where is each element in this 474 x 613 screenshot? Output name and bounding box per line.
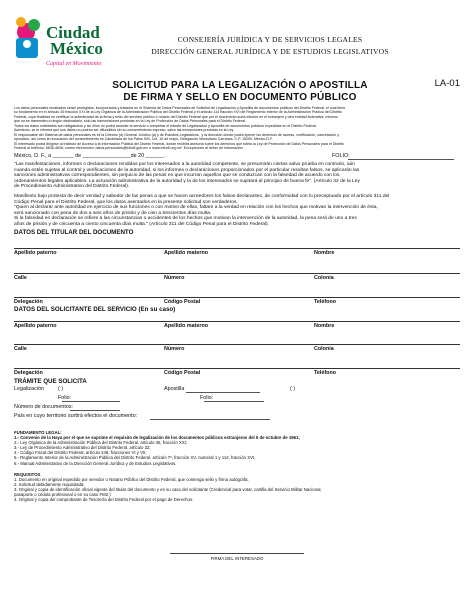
form-title-line-2: DE FIRMA Y SELLO EN DOCUMENTO PÚBLICO (123, 92, 357, 103)
titular-heading: DATOS DEL TITULAR DEL DOCUMENTO (14, 229, 134, 236)
apellido-paterno-label: Apellido paterno (14, 250, 57, 256)
signature-line[interactable] (170, 553, 304, 554)
logo-mark (16, 17, 40, 58)
folio-label: FOLIO: (332, 153, 350, 159)
numero-label: Número (164, 346, 185, 352)
delegacion-label: Delegación (14, 370, 43, 376)
num-docs-line[interactable] (70, 410, 120, 411)
fundamento-heading: FUNDAMENTO LEGAL: (14, 430, 62, 435)
warning-line: de Procedimiento Administrativo del Distrito Federal). (14, 184, 130, 190)
logo-word-1: Ciudad (46, 23, 100, 42)
pais-line[interactable] (150, 419, 270, 420)
header-line-2: DIRECCIÓN GENERAL JURÍDICA Y DE ESTUDIOS LEGISLATIVOS (151, 47, 389, 56)
legalizacion-folio-label: Folio: (58, 395, 72, 401)
legalizacion-checkbox[interactable]: ( ) (58, 386, 64, 392)
apostilla-line[interactable] (186, 392, 260, 393)
legalizacion-folio-line[interactable] (62, 401, 120, 402)
privacy-line: oposición, así como la revocación del consentimiento es Candelaria de los Patos S/N, Col. 10 de mayo, Delegación Venustiano Carranza, C.P. 15290, México D.F. (14, 137, 273, 142)
codigo-postal-label: Código Postal (164, 299, 201, 305)
requisito-item: pasaporte o cédula profesional o en su caso FM2.) (14, 492, 111, 498)
apellido-materno-label: Apellido materno (164, 323, 209, 329)
requisito-item: 1. Documento en original expedido por servidor o Notario Público del Distrito Federal, que contenga sello y firma autógrafa; (14, 477, 249, 483)
privacy-line: Federal al teléfono: 5636-4636; correo electrónico: datos.personales@infodf.gob.mx o www.infodf.org.mx" Excepciones al deber de información. (14, 146, 244, 151)
colonia-label: Colonia (314, 275, 334, 281)
privacy-line: El responsable del Sistema de datos personales es el/ la Director (a) General Jurídico (a) y de Estudios Legislativos., y la dirección donde podrá ejercer los derechos de acceso, rectificación, cancelación y (14, 132, 340, 137)
codigo-postal-label: Código Postal (164, 370, 201, 376)
titular-delegacion-line[interactable] (14, 297, 460, 298)
titular-name-line[interactable] (14, 248, 460, 249)
titular-name-labels (14, 250, 460, 258)
nombre-label: Nombre (314, 323, 335, 329)
place-date-text: México, D. F., a _______ de ________________de 20 ______. (14, 153, 166, 159)
calle-label: Calle (14, 275, 27, 281)
apostilla-folio-label: Folio: (200, 395, 214, 401)
warning-line: será sancionado con pena de dos a seis años de prisión y de cien a trescientos días multa. (14, 210, 212, 216)
solicitante-name-labels (14, 323, 460, 331)
privacy-line: El interesado podrá dirigirse al Instituto de Acceso a la Información Pública del Distrito Federal, donde recibirá asesoría sobre los derechos que tutela la Ley de Protección de Datos Personales para el Distrito (14, 141, 345, 146)
warning-line: "Quien al declarar ante autoridad en ejercicio de sus funciones o con motivo de ellas, faltare a la verdad en relación con los hechos que motivan la intervención de ésta, (14, 205, 378, 211)
privacy-line: su fundamento en el artículo 35 fracción XXI de la Ley Orgánica de la Administración Pública del Distrito Federal y el artículo 114 fracción XVI del Reglamento Interior de la Administración Pública del Distrito (14, 110, 342, 115)
warning-line: cuando estén sujetas al control y verificaciones de la autoridad, si los informes o declaraciones proporcionados por el particular resultan falsos, se aplicarán las (14, 167, 360, 173)
privacy-line: Federal, cuya finalidad es certificar la autenticidad de la firma y sello del servidor público o notario del Distrito Federal que por el documento surta efectos en el extranjero y otra entidad federativa, mismos (14, 114, 338, 119)
solicitante-address-line[interactable] (14, 344, 460, 345)
requisitos (14, 472, 460, 503)
warning-line: Manifiesto bajo protesta de decir verdad y sabedor de las penas a que se hacen acreedores los falsos declarantes, de conformidad con lo preceptuado por el artículo 311 del (14, 194, 390, 199)
fundamento-legal (14, 430, 460, 466)
numero-label: Número (164, 275, 185, 281)
requisito-item: 4. Original y copia del comprobante de Tesorería del Distrito Federal por el pago de Derechos. (14, 497, 194, 503)
privacy-line: Asimismo, se le informa que sus datos no podrán ser difundidos sin su consentimiento expreso, salvo las excepciones previstas en la Ley. (14, 128, 235, 133)
signature-label: FIRMA DEL INTERESADO (210, 556, 264, 561)
logo-word-2: México (50, 39, 103, 58)
apellido-paterno-label: Apellido paterno (14, 323, 57, 329)
ciudad-mexico-logo (12, 14, 130, 76)
fundamento-item: 4.- Código Fiscal del Distrito Federal, artículo 248, fracciones VI y VII; (14, 450, 147, 456)
logo-tagline: Capital en Movimiento (46, 61, 102, 67)
fundamento-item: 5.- Reglamento Interior de la Administración Pública del Distrito Federal, artículo 7º, fracción XV, numeral 1 y 114, fracción XVI. (14, 455, 256, 461)
solicitante-delegacion-line[interactable] (14, 368, 460, 369)
warning-line: Código Penal para el Distrito Federal, que los datos asentados en la presente solicitud son verdaderos. (14, 199, 238, 205)
fundamento-item: 3.- Ley de Procedimiento Administrativo del Distrito Federal, artículo 32; (14, 445, 151, 451)
fundamento-item: 1.- Convenio de la Haya por el que se suprime el requisito de legalización de los documentos públicos extranjeros del 5 de octubre de 1961; (14, 435, 300, 441)
solicitante-address-labels (14, 346, 460, 354)
legalizacion-label: Legalización (14, 386, 44, 392)
privacy-line: Todos los datos solicitados son obligatorios y sin ellos no podrá acceder al servicio o completar el trámite de Legalización y Apostilla de documentos públicos expedidos en el Distrito Federal. (14, 123, 317, 128)
apellido-materno-label: Apellido materno (164, 250, 209, 256)
delegacion-label: Delegación (14, 299, 43, 305)
requisitos-heading: REQUISITOS (14, 472, 41, 477)
pais-label: País en cuyo territorio surtirá efectos el documento: (14, 413, 138, 419)
apostilla-checkbox[interactable]: ( ) (290, 386, 296, 392)
warning-line: Si la falsedad en declaración se refiere a las circunstancias o accidentes de los hechos que motivan la intervención de la autoridad, la pena será de uno a tres (14, 216, 357, 222)
header-line-1: CONSEJERÍA JURÍDICA Y DE SERVICIOS LEGALES (177, 35, 363, 44)
colonia-label: Colonia (314, 346, 334, 352)
solicitante-name-line[interactable] (14, 321, 460, 322)
requisito-item: 2. Solicitud debidamente requisitada; (14, 482, 85, 488)
warning-line: "Las manifestaciones, informes o declaraciones rendidas por los interesados a la autoridad competente, se presumirán ciertas salvo prueba en contrario, aún (14, 162, 356, 167)
fundamento-item: 6.- Manual Administrativo de la Dirección General Jurídica y de Estudios Legislativos. (14, 460, 177, 466)
apostilla-folio-line[interactable] (204, 401, 264, 402)
warning-line: años de prisión y de cincuenta a ciento cincuenta días multa." (Artículo 311 del Código Penal para el Distrito Federal). (14, 221, 270, 227)
telefono-label: Teléfono (314, 370, 337, 376)
form-title-line-1: SOLICITUD PARA LA LEGALIZACIÓN O APOSTILLA (112, 80, 368, 91)
nombre-label: Nombre (314, 250, 335, 256)
requisito-item: 3. Original y copia de identificación oficial vigente del titular del documento y en su caso del solicitante (Credencial para votar, cartilla del Servicio Militar Nacional, (14, 487, 322, 493)
telefono-label: Teléfono (314, 299, 337, 305)
solicitante-delegacion-labels (14, 370, 460, 378)
apostilla-label: Apostilla (164, 386, 185, 392)
warning-line: sanciones administrativas correspondientes, sin perjuicio de las penas en que incurran aquellos que se conduzcan con la falsedad de acuerdo con los (14, 173, 340, 179)
fundamento-item: 2.- Ley Orgánica de la Administración Pública del Distrito Federal, artículo 35, fracción XXI; (14, 440, 188, 446)
privacy-line: Los datos personales recabados serán protegidos, incorporados y tratados en el Sistema de Datos Personales de Solicitud de Legalización y Apostilla de documentos públicos del Distrito Federal, el cual tiene (14, 106, 346, 110)
warning-article-32 (14, 162, 460, 190)
warning-line: ordenamientos legales aplicables. La actuación administrativa de la autoridad y la de los interesados se sujetará al principio de buena fe". (Artículo 32 de la Ley (14, 178, 360, 184)
folio-line[interactable] (348, 159, 454, 160)
num-docs-label: Número de documentos: (14, 404, 74, 410)
warning-article-311 (14, 194, 460, 228)
privacy-line: que no se transmiten a ningún destinatario, sólo las transmisiones previstas en la Ley de Protección de Datos Personales para el Distrito Federal. (14, 119, 246, 124)
titular-address-line[interactable] (14, 273, 460, 274)
tramite-heading: TRÁMITE QUE SOLICITA (14, 378, 87, 385)
solicitante-heading: DATOS DEL SOLICITANTE DEL SERVICIO (En su caso) (14, 306, 176, 313)
titular-address-labels (14, 275, 460, 283)
form-code: LA-01 (434, 78, 460, 89)
calle-label: Calle (14, 346, 27, 352)
privacy-notice (14, 106, 460, 151)
